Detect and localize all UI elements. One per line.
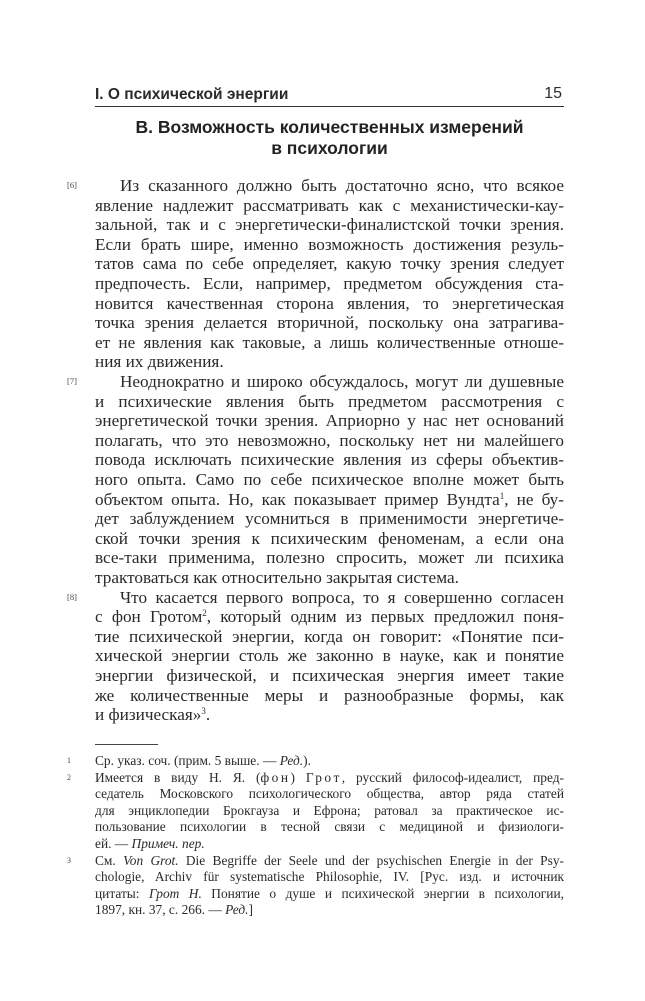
text-line: явление надлежит рассматривать как с механистически-кау- (95, 195, 564, 215)
emphasis: Грот (305, 769, 342, 785)
text-line: Ср. указ. соч. (прим. 5 выше. — Ред.). (95, 753, 311, 768)
text-line: пользование психологии в тесной связи с медициной и физиологи- (95, 819, 564, 835)
paragraph (67, 587, 564, 725)
chapter-title: I. О психической энергии (95, 86, 289, 103)
text-line: 1897, кн. 37, с. 266. — Ред.] (95, 902, 253, 918)
page-number: 15 (544, 85, 562, 102)
section-title-line: в психологии (271, 138, 388, 158)
paragraph-number: [6] (67, 180, 77, 190)
text-line: цитаты: Грот Н. Понятие о душе и психической энергии в психологии, (95, 885, 564, 901)
text-line: седатель Московского психологического общества, автор ряда статей (95, 786, 564, 802)
text-line: энергии физической, и психическая энергия имеет такие (95, 665, 564, 685)
text-line: и физическая»$^3$. (95, 705, 211, 725)
text-line: См. Von Grot. Die Begriffe der Seele und der psychischen Energie in der Psy- (95, 852, 564, 868)
text-line: Что касается первого вопроса, то я совершенно согласен (120, 587, 564, 607)
text-line: ного опыта. Само по себе психическое вполне может быть (95, 469, 564, 489)
footnote (67, 769, 564, 853)
footnote-divider (95, 744, 158, 745)
text-line: chologie, Archiv für systematische Philosophie, IV. [Рус. изд. и источник (95, 869, 564, 885)
text-line: для энциклопедии Брокгауза и Ефрона; ратовал за практическое ис- (95, 802, 564, 818)
text-line: трактоваться как относительно закрытая система. (95, 567, 459, 587)
emphasis: Примеч. пер. (131, 835, 205, 851)
paragraph (67, 372, 564, 588)
running-header (95, 84, 564, 107)
text-line: ния их движения. (95, 352, 224, 372)
paragraph-number: [7] (67, 376, 77, 386)
text-line: полагать, что это невозможно, поскольку нет ни малейшего (95, 430, 564, 450)
text-line: объектом опыта. Но, как показывает пример Вундта$^1$, не бу- (95, 489, 564, 509)
text-line: дет заблуждением усомниться в применимости энергетиче- (95, 509, 564, 529)
text-line: ской точки зрения к психическим феноменам, а если она (95, 528, 564, 548)
text-line: новится качественная сторона явления, то энергетическая (95, 293, 564, 313)
text-line: татов сама по себе определяет, какую точку зрения следует (95, 254, 564, 274)
emphasis: Ред. (279, 753, 304, 768)
section-title-line: В. Возможность количественных измерений (135, 117, 524, 137)
text-line: тие психической энергии, когда он говорит: «Понятие пси- (95, 626, 564, 646)
text-line: ет не явления как таковые, а лишь количественные отноше- (95, 332, 564, 352)
text-line: Имеется в виду Н. Я. (фон) Грот, русский философ-идеалист, пред- (95, 769, 564, 785)
emphasis: Грот Н. (149, 885, 202, 901)
footnote-number: 2 (67, 772, 71, 782)
section-title (95, 117, 564, 159)
text-line: все-таки применима, полезно спросить, может ли психика (95, 548, 564, 568)
text-line: ей. — Примеч. пер. (95, 835, 205, 851)
text-line: с фон Гротом$^2$, который одним из первых предложил поня- (95, 607, 564, 627)
text-line: энергетической точки зрения. Априорно у нас нет оснований (95, 411, 564, 431)
paragraph-number: [8] (67, 591, 77, 602)
footnote-reference[interactable]: 1 (499, 490, 505, 501)
text-line: Из сказанного должно быть достаточно ясно, что всякое (120, 176, 564, 195)
text-line: предпочесть. Если, например, предметом обсуждения ста- (95, 273, 564, 293)
footnote-number: 1 (67, 756, 71, 765)
footnote-number: 3 (67, 855, 71, 865)
footnote (67, 852, 564, 919)
emphasis: Von Grot. (123, 852, 179, 868)
emphasis: фон (260, 769, 291, 785)
text-line: Неоднократно и широко обсуждалось, могут ли душевные (120, 372, 564, 391)
text-line: хической энергии столь же законно в науке, как и понятие (95, 646, 564, 666)
footnote-reference[interactable]: 3 (201, 706, 206, 717)
text-line: Если брать шире, именно возможность достижения резуль- (95, 234, 564, 254)
text-line: и психические явления быть предметом рассмотрения с (95, 391, 564, 411)
text-line: зальной, так и с энергетически-финалистской точки зрения. (95, 215, 564, 235)
emphasis: Ред. (225, 902, 249, 918)
footnote-reference[interactable]: 2 (202, 608, 207, 619)
footnote (67, 753, 564, 770)
text-line: повода исключать психические явления из сферы объектив- (95, 450, 564, 470)
paragraph (67, 176, 564, 372)
text-line: же количественные меры и разнообразные формы, как (95, 685, 564, 705)
text-line: точка зрения делается вторичной, поскольку она затрагива- (95, 313, 564, 333)
